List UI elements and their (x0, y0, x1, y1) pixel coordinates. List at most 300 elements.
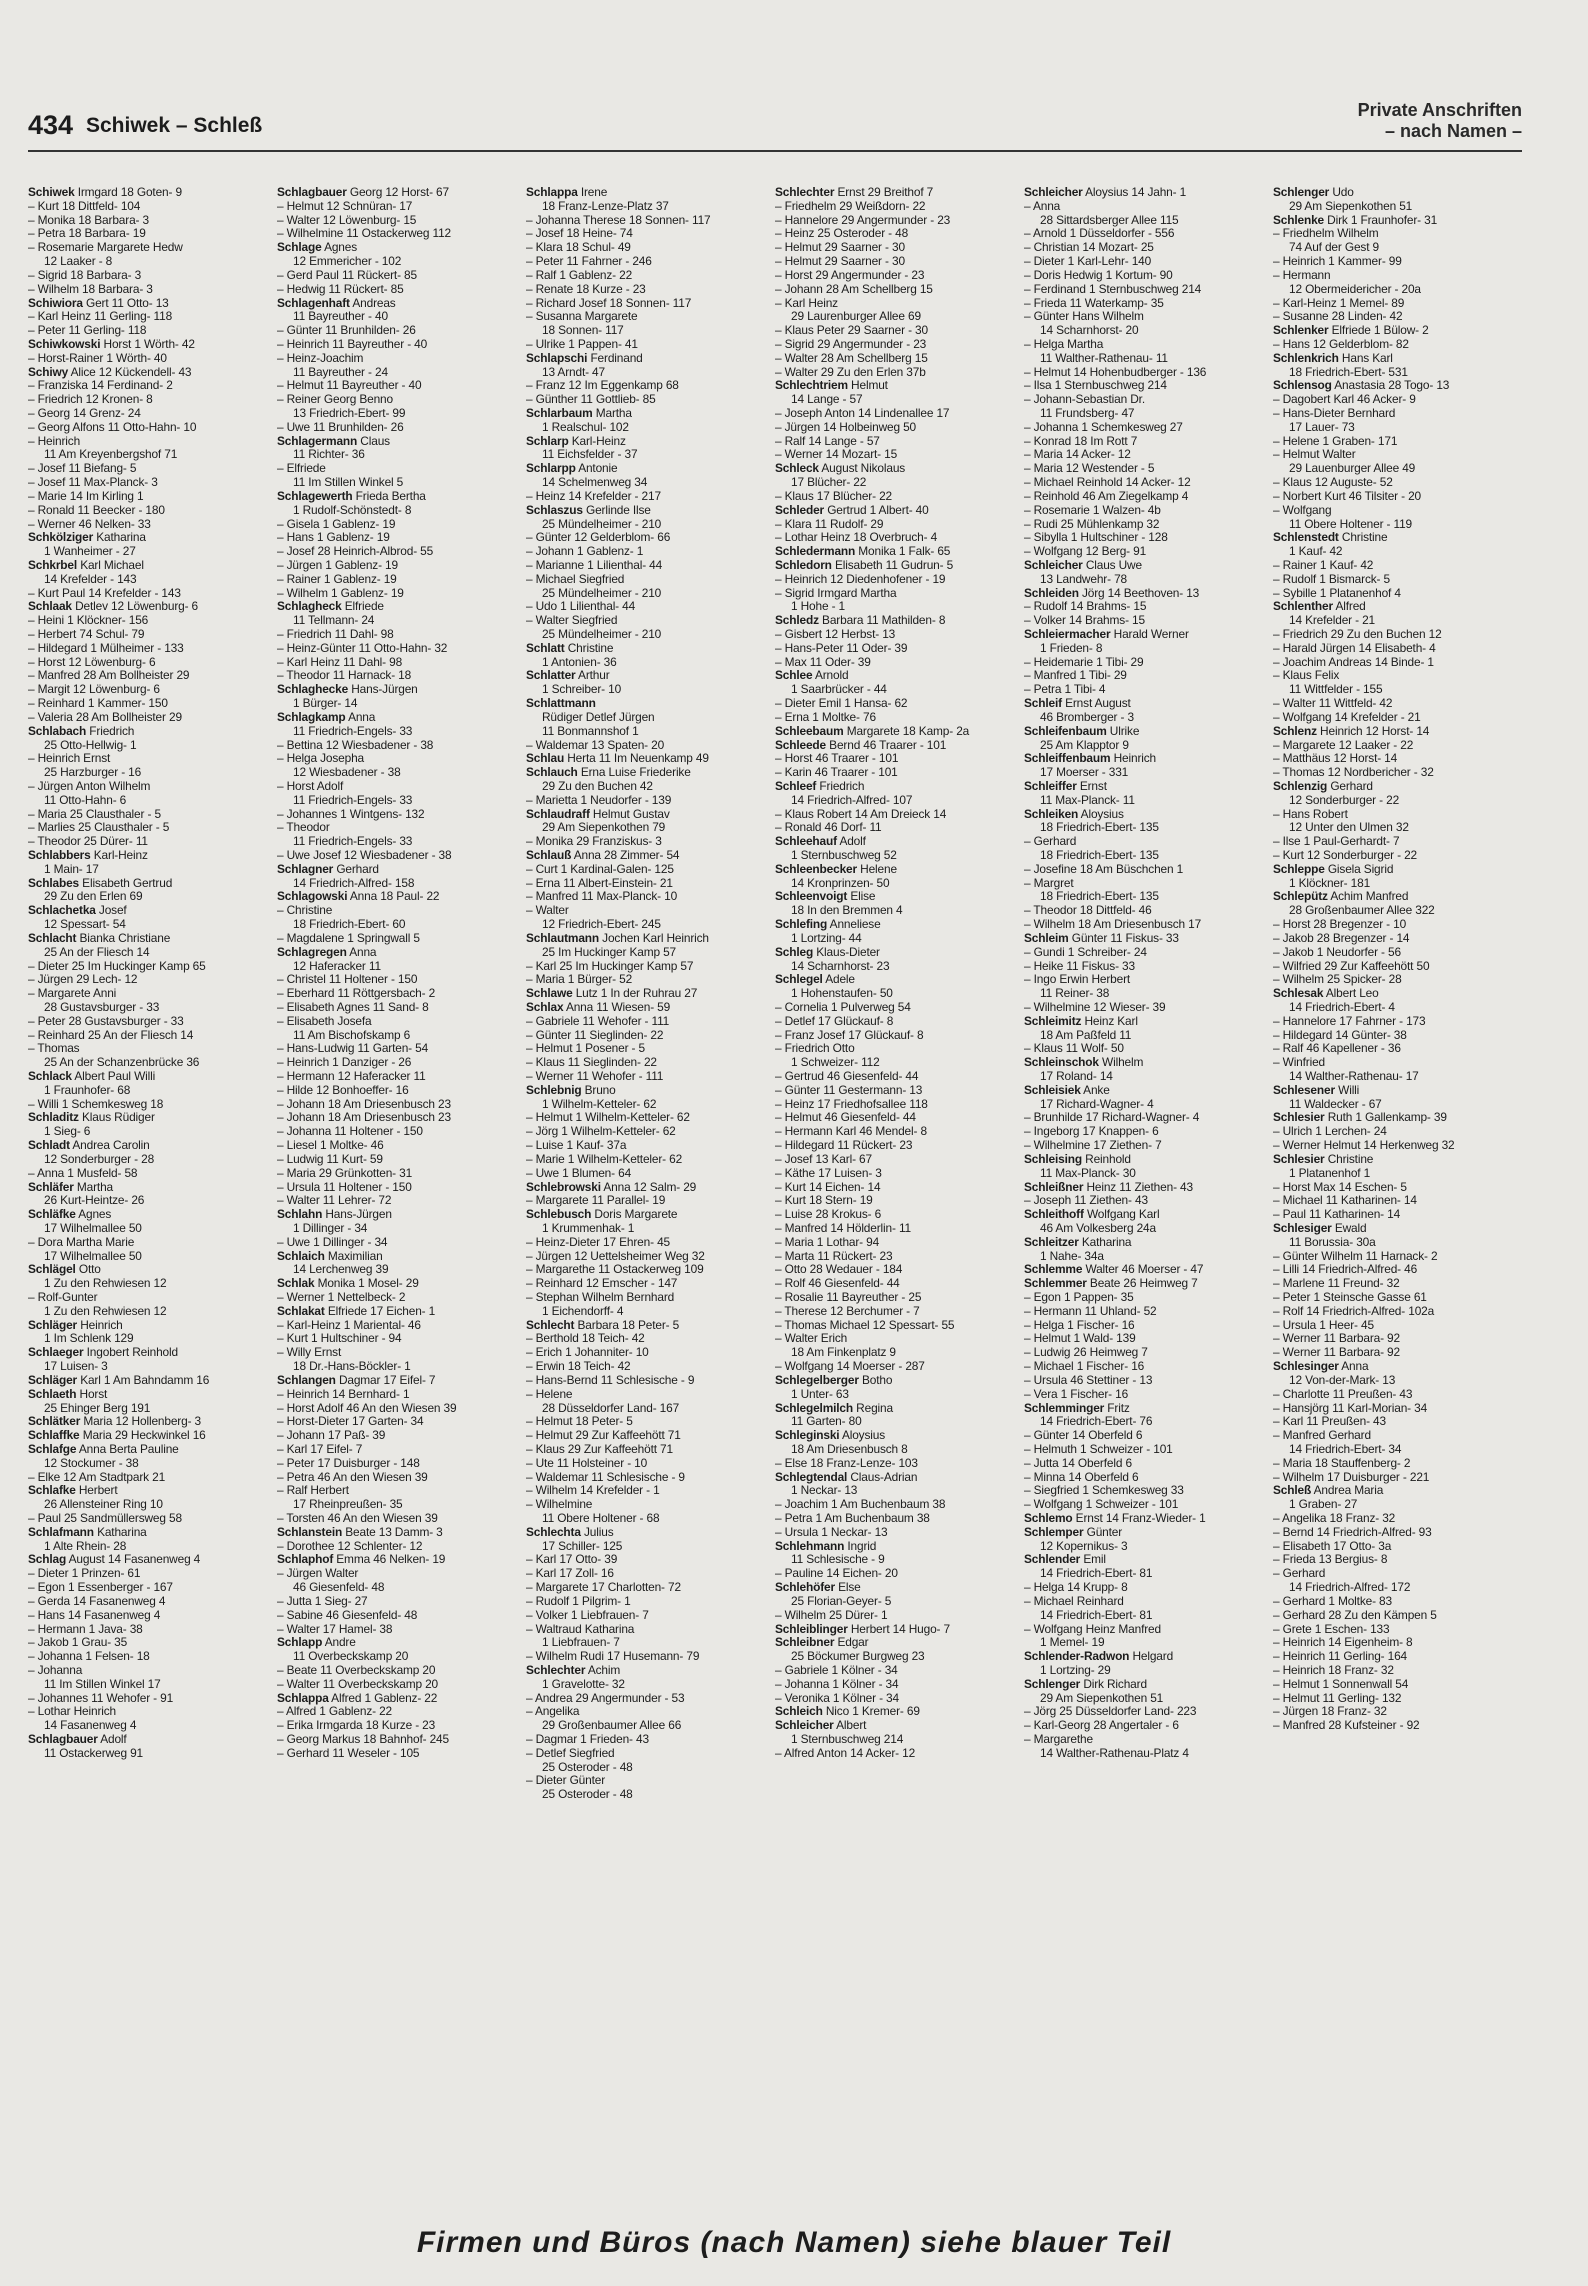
entry-text: Botho (861, 1373, 893, 1387)
surname-entry (28, 1388, 277, 1402)
directory-entry (775, 352, 1024, 366)
directory-entry (1273, 587, 1522, 601)
directory-entry (277, 614, 526, 628)
surname: Schiwiora (28, 296, 83, 310)
entry-text: – Jürgen 14 Holbeinweg 50 (775, 420, 917, 434)
entry-text: – Karl Heinz 11 Gerling- 118 (28, 310, 173, 324)
entry-text: – Angelika (526, 1705, 580, 1719)
directory-columns (28, 186, 1522, 2194)
directory-entry (526, 1498, 775, 1512)
entry-text: – Thomas (28, 1042, 80, 1056)
surname: Schleinschok (1024, 1056, 1099, 1070)
entry-text: Heinrich (80, 1318, 123, 1332)
directory-entry (775, 1070, 1024, 1084)
entry-text: – Peter 17 Duisburger - 148 (277, 1456, 420, 1470)
entry-text: – Marlies 25 Clausthaler - 5 (28, 821, 170, 835)
entry-text: – Helmut 29 Zur Kaffeehött 71 (526, 1429, 681, 1443)
entry-text: – Liesel 1 Moltke- 46 (277, 1139, 384, 1153)
entry-text: 1 Realschul- 102 (542, 420, 629, 434)
entry-text: – Karl-Georg 28 Angertaler - 6 (1024, 1719, 1179, 1733)
directory-entry (526, 1236, 775, 1250)
directory-entry (1273, 1719, 1522, 1733)
entry-text: – Stephan Wilhelm Bernhard (526, 1291, 675, 1304)
entry-text: Beate 26 Heimweg 7 (1089, 1277, 1198, 1291)
entry-text: Martha (595, 407, 632, 420)
directory-entry (526, 1429, 775, 1443)
entry-text: – Joachim 1 Am Buchenbaum 38 (775, 1498, 946, 1512)
entry-text: 11 Garten- 80 (791, 1415, 862, 1429)
entry-text: – Gisbert 12 Herbst- 13 (775, 628, 896, 641)
surname-entry (28, 1181, 277, 1195)
entry-text: – Heinz 14 Krefelder - 217 (526, 489, 661, 503)
surname-entry (1273, 890, 1522, 904)
directory-entry (1273, 1305, 1522, 1319)
directory-entry (277, 642, 526, 656)
entry-text: – Dagobert Karl 46 Acker- 9 (1273, 393, 1416, 407)
surname-entry (28, 1429, 277, 1443)
surname-entry (1024, 1263, 1273, 1277)
directory-entry (526, 1346, 775, 1360)
entry-text: – Wilhelmine (526, 1498, 593, 1512)
directory-entry (1024, 973, 1273, 987)
entry-text: – Helmut 1 Posener - 5 (526, 1042, 645, 1056)
entry-text: 1 Platanenhof 1 (1289, 1166, 1371, 1180)
entry-text: 13 Landwehr- 78 (1040, 572, 1127, 586)
directory-entry (775, 1360, 1024, 1374)
directory-entry (775, 683, 1024, 697)
entry-text: 26 Allensteiner Ring 10 (44, 1498, 163, 1512)
entry-text: – Margit 12 Löwenburg- 6 (28, 683, 160, 697)
entry-text: Heinrich (1113, 752, 1157, 766)
surname: Schledorn (775, 558, 832, 572)
directory-entry (1024, 269, 1273, 283)
entry-text: – Hermann (1273, 268, 1331, 282)
surname: Schlaeth (28, 1387, 77, 1401)
directory-entry (1273, 1139, 1522, 1153)
entry-text: 1 Sternbuschweg 52 (791, 849, 897, 862)
directory-entry (526, 794, 775, 808)
directory-entry (775, 1747, 1024, 1761)
entry-text: 1 Gravelotte- 32 (542, 1677, 625, 1691)
directory-entry (1024, 669, 1273, 683)
entry-text: Albert Leo (1325, 987, 1379, 1001)
directory-entry (1024, 1595, 1273, 1609)
entry-text: 18 Sonnen- 117 (542, 324, 624, 338)
entry-text: Aloysius (841, 1429, 886, 1443)
directory-entry (526, 960, 775, 974)
directory-entry (277, 1001, 526, 1015)
surname-entry (277, 600, 526, 614)
entry-text: – Hilde 12 Bonhoeffer- 16 (277, 1083, 409, 1097)
entry-text: 1 Krummenhak- 1 (542, 1221, 635, 1235)
directory-column-4 (775, 186, 1024, 2194)
entry-text: Heinrich 12 Horst- 14 (1320, 724, 1430, 738)
entry-text: – Heinrich 18 Franz- 32 (1273, 1663, 1394, 1677)
surname-entry (28, 600, 277, 614)
surname: Schlender-Radwon (1024, 1650, 1130, 1664)
directory-entry (1273, 642, 1522, 656)
directory-entry (277, 1567, 526, 1581)
directory-entry (28, 1747, 277, 1761)
directory-entry (277, 504, 526, 518)
surname-entry (1024, 808, 1273, 822)
directory-entry (775, 1194, 1024, 1208)
entry-text: 11 Walther-Rathenau- 11 (1040, 351, 1168, 365)
footer-note: Firmen und Büros (nach Namen) siehe blauer Teil (416, 2226, 1172, 2259)
directory-entry (526, 1761, 775, 1775)
entry-text: 18 Friedrich-Ebert- 135 (1040, 849, 1159, 862)
directory-entry (526, 1111, 775, 1125)
directory-entry (526, 200, 775, 214)
entry-text: – Maria 29 Grünkotten- 31 (277, 1166, 413, 1180)
entry-text: – Franz Josef 17 Glückauf- 8 (775, 1028, 924, 1042)
entry-text: – Hans-Bernd 11 Schlesische - 9 (526, 1373, 695, 1387)
surname-entry (28, 1415, 277, 1429)
surname-entry (775, 559, 1024, 573)
surname-entry (775, 669, 1024, 683)
entry-text: 25 Mündelheimer - 210 (542, 628, 662, 641)
entry-text: – Walter Erich (775, 1332, 848, 1346)
directory-entry (277, 338, 526, 352)
entry-text: – Heinz-Dieter 17 Ehren- 45 (526, 1235, 670, 1249)
entry-text: 18 Friedrich-Ebert- 60 (293, 918, 406, 932)
surname: Schleede (775, 738, 827, 752)
directory-entry (526, 1540, 775, 1554)
entry-text: Heinz Karl (1084, 1014, 1138, 1028)
entry-text: 17 Wilhelmallee 50 (44, 1221, 142, 1235)
entry-text: – Waltraud Katharina (526, 1622, 635, 1636)
entry-text: – Johann 1 Gablenz- 1 (526, 545, 644, 559)
directory-entry (775, 1042, 1024, 1056)
entry-text: Anna 11 Wiesen- 59 (565, 1000, 671, 1014)
directory-entry (28, 1719, 277, 1733)
entry-text: Wilhelm (1102, 1056, 1144, 1070)
entry-text: – Lothar Heinrich (28, 1705, 117, 1719)
entry-text: 11 Wittfelder - 155 (1289, 683, 1383, 697)
directory-entry (28, 518, 277, 532)
directory-entry (1024, 545, 1273, 559)
surname-entry (277, 1374, 526, 1388)
entry-text: 11 Friedrich-Engels- 33 (293, 793, 413, 807)
entry-text: – Ute 11 Holsteiner - 10 (526, 1456, 648, 1470)
entry-text: – Susanne 28 Linden- 42 (1273, 310, 1403, 324)
directory-entry (775, 283, 1024, 297)
entry-text: Elisabeth Gertrud (82, 876, 173, 890)
directory-entry (526, 490, 775, 504)
entry-text: Alfred 1 Gablenz- 22 (331, 1691, 438, 1705)
directory-entry (277, 310, 526, 324)
entry-text: – Hildegard 1 Mülheimer - 133 (28, 641, 184, 655)
entry-text: Agnes (78, 1208, 112, 1222)
surname-entry (526, 932, 775, 946)
directory-entry (526, 241, 775, 255)
entry-text: 11 Bayreuther - 40 (293, 310, 388, 324)
surname-entry (1273, 600, 1522, 614)
entry-text: – Karl 17 Eifel- 7 (277, 1442, 363, 1456)
directory-entry (1273, 1705, 1522, 1719)
entry-text: – Helmut 11 Gerling- 132 (1273, 1691, 1402, 1705)
directory-entry (277, 462, 526, 476)
directory-entry (1024, 946, 1273, 960)
entry-text: Herbert 14 Hugo- 7 (850, 1622, 950, 1636)
directory-entry (277, 1194, 526, 1208)
entry-text: – Ulrich 1 Lerchen- 24 (1273, 1125, 1387, 1139)
directory-entry (775, 1346, 1024, 1360)
directory-entry (775, 766, 1024, 780)
entry-text: 1 Nahe- 34a (1040, 1249, 1104, 1263)
entry-text: – Petra 18 Barbara- 19 (28, 227, 146, 241)
entry-text: – Willi 1 Schemkesweg 18 (28, 1097, 164, 1111)
directory-entry (775, 531, 1024, 545)
entry-text: – Helga 1 Fischer- 16 (1024, 1318, 1135, 1332)
entry-text: – Hildegard 11 Rückert- 23 (775, 1139, 913, 1153)
entry-text: – Beate 11 Overbeckskamp 20 (277, 1663, 436, 1677)
directory-entry (28, 1471, 277, 1485)
directory-entry (1273, 683, 1522, 697)
directory-entry (1273, 1319, 1522, 1333)
surname: Schleißner (1024, 1180, 1084, 1194)
directory-entry (1024, 614, 1273, 628)
entry-text: 14 Friedrich-Ebert- 76 (1040, 1415, 1153, 1429)
directory-entry (526, 656, 775, 670)
entry-text: – Wilhelmine 11 Ostackerweg 112 (277, 227, 452, 241)
entry-text: – Jakob 28 Bregenzer - 14 (1273, 931, 1410, 945)
entry-text: – Michael Siegfried (526, 572, 625, 586)
directory-entry (526, 559, 775, 573)
directory-entry (1273, 1595, 1522, 1609)
surname: Schlenke (1273, 213, 1325, 227)
directory-entry (775, 1277, 1024, 1291)
entry-text: Agnes (324, 241, 358, 255)
entry-text: 18 Friedrich-Ebert- 135 (1040, 890, 1159, 904)
surname-entry (28, 1139, 277, 1153)
entry-text: – Uwe 11 Brunhilden- 26 (277, 420, 404, 434)
entry-text: 29 Am Siepenkothen 51 (1289, 199, 1413, 213)
directory-entry (1273, 1609, 1522, 1623)
entry-text: 26 Kurt-Heintze- 26 (44, 1194, 145, 1208)
directory-entry (1273, 1498, 1522, 1512)
entry-text: Ernst 29 Breithof 7 (837, 186, 934, 199)
entry-text: – Ralf 46 Kapellener - 36 (1273, 1042, 1401, 1056)
entry-text: 11 Tellmann- 24 (293, 614, 375, 628)
entry-text: 17 Wilhelmallee 50 (44, 1249, 142, 1263)
entry-text: Josef (98, 904, 127, 918)
directory-entry (28, 1692, 277, 1706)
surname: Schläger (28, 1318, 78, 1332)
entry-text: Aloysius 14 Jahn- 1 (1085, 186, 1187, 199)
entry-text: Albert Paul Willi (74, 1070, 156, 1083)
entry-text: Claus (360, 434, 390, 448)
entry-text: – Helmut 1 Wald- 139 (1024, 1332, 1136, 1346)
surname: Schlagner (277, 862, 334, 876)
entry-text: – Lilli 14 Friedrich-Alfred- 46 (1273, 1263, 1418, 1277)
surname-entry (277, 435, 526, 449)
entry-text: Herbert (78, 1484, 118, 1498)
directory-entry (1273, 739, 1522, 753)
surname-entry (1024, 1678, 1273, 1692)
entry-text: – Friedrich Otto (775, 1042, 855, 1056)
entry-text: Gisela Sigrid (1327, 862, 1394, 876)
entry-text: Lutz 1 In der Ruhrau 27 (575, 987, 698, 1001)
directory-entry (526, 269, 775, 283)
entry-text: – Hans-Dieter Bernhard (1273, 407, 1396, 420)
entry-text: Klaus Rüdiger (82, 1111, 155, 1125)
surname: Schleiffer (1024, 779, 1077, 793)
surname: Schlarbaum (526, 407, 593, 420)
directory-entry (1024, 518, 1273, 532)
directory-entry (28, 656, 277, 670)
entry-text: Andrea Maria (1313, 1484, 1384, 1498)
directory-entry (526, 1747, 775, 1761)
directory-entry (526, 1194, 775, 1208)
surname: Schlagbauer (28, 1733, 98, 1746)
surname-entry (277, 683, 526, 697)
surname: Schlaich (277, 1249, 325, 1263)
directory-entry (28, 1512, 277, 1526)
entry-text: – Manfred 11 Max-Planck- 10 (526, 890, 678, 904)
entry-text: – Kurt 12 Sonderburger - 22 (1273, 849, 1418, 862)
entry-text: 11 Am Kreyenbergshof 71 (44, 448, 178, 462)
entry-text: 28 Düsseldorfer Land- 167 (542, 1401, 680, 1415)
directory-entry (775, 1650, 1024, 1664)
entry-text: – Waldemar 11 Schlesische - 9 (526, 1470, 685, 1484)
entry-text: 1 Wilhelm-Ketteler- 62 (542, 1097, 657, 1111)
entry-text: – Hans Robert (1273, 807, 1348, 821)
directory-entry (1273, 1623, 1522, 1637)
entry-text: – Elisabeth Josefa (277, 1014, 372, 1028)
surname-entry (775, 1429, 1024, 1443)
entry-text: Walter 46 Moerser - 47 (1085, 1263, 1204, 1277)
directory-entry (1273, 1042, 1522, 1056)
directory-entry (1273, 1263, 1522, 1277)
directory-entry (28, 1636, 277, 1650)
surname-entry (277, 1526, 526, 1540)
entry-text: – Reiner Georg Benno (277, 393, 393, 407)
directory-entry (526, 1650, 775, 1664)
directory-entry (277, 1484, 526, 1498)
entry-text: – Heinrich 14 Bernhard- 1 (277, 1387, 410, 1401)
directory-entry (277, 1015, 526, 1029)
entry-text: – Ludwig 11 Kurt- 59 (277, 1152, 383, 1166)
directory-entry (1024, 283, 1273, 297)
surname: Schlemme (1024, 1263, 1083, 1277)
entry-text: – Jürgen 1 Gablenz- 19 (277, 558, 398, 572)
surname-entry (1273, 379, 1522, 393)
directory-entry (1024, 1457, 1273, 1471)
directory-entry (28, 1015, 277, 1029)
directory-entry (1273, 1650, 1522, 1664)
directory-entry (775, 227, 1024, 241)
directory-entry (1024, 1070, 1273, 1084)
entry-text: – Peter 28 Gustavsburger - 33 (28, 1014, 184, 1028)
entry-text: – Joachim Andreas 14 Binde- 1 (1273, 655, 1434, 669)
directory-entry (526, 1581, 775, 1595)
directory-entry (28, 1305, 277, 1319)
directory-entry (277, 973, 526, 987)
entry-text: – Christine (277, 904, 333, 918)
surname: Schlesak (1273, 987, 1324, 1001)
entry-text: – Elfriede (277, 462, 326, 476)
directory-entry (1273, 1636, 1522, 1650)
entry-text: Beate 13 Damm- 3 (345, 1525, 443, 1539)
directory-entry (277, 1623, 526, 1637)
surname: Schlender (1024, 1553, 1081, 1567)
surname-entry (277, 863, 526, 877)
surname: Schleisiek (1024, 1083, 1081, 1097)
entry-text: – Norbert Kurt 46 Tilsiter - 20 (1273, 489, 1422, 503)
entry-text: 14 Friedrich-Ebert- 4 (1289, 1000, 1395, 1014)
surname: Schleenvoigt (775, 890, 848, 904)
surname: Schlangen (277, 1373, 336, 1387)
directory-entry (1024, 448, 1273, 462)
entry-text: 12 Emmericher - 102 (293, 255, 402, 269)
directory-entry (526, 1636, 775, 1650)
surname-entry (277, 1305, 526, 1319)
surname-entry (1273, 780, 1522, 794)
directory-entry (277, 1291, 526, 1305)
directory-entry (28, 835, 277, 849)
entry-text: – Horst-Dieter 17 Garten- 34 (277, 1415, 424, 1429)
entry-text: – Hermann 11 Uhland- 52 (1024, 1304, 1157, 1318)
directory-entry (775, 1609, 1024, 1623)
directory-entry (1024, 863, 1273, 877)
directory-entry (526, 1402, 775, 1416)
directory-entry (1024, 435, 1273, 449)
entry-text: – Friedrich 11 Dahl- 98 (277, 628, 394, 641)
entry-text: – Ferdinand 1 Sternbuschweg 214 (1024, 282, 1202, 296)
directory-entry (1273, 1332, 1522, 1346)
entry-text: Anneliese (829, 918, 881, 932)
entry-text: Elisabeth 11 Gudrun- 5 (834, 558, 954, 572)
entry-text: – Michael Reinhold 14 Acker- 12 (1024, 476, 1191, 490)
entry-text: – Horst Adolf (277, 779, 344, 793)
surname: Schleppe (1273, 862, 1325, 876)
directory-entry (775, 932, 1024, 946)
surname: Schlagheck (277, 600, 342, 614)
entry-text: – Pauline 14 Eichen- 20 (775, 1567, 898, 1581)
directory-entry (28, 1705, 277, 1719)
surname: Schläfke (28, 1208, 76, 1222)
directory-entry (1273, 421, 1522, 435)
surname: Schlenkrich (1273, 351, 1339, 365)
entry-text: 28 Großenbaumer Allee 322 (1289, 904, 1435, 918)
entry-text: 12 Von-der-Mark- 13 (1289, 1373, 1396, 1387)
entry-text: – Johanna (28, 1663, 83, 1677)
entry-text: – Reinhard 25 An der Fliesch 14 (28, 1028, 194, 1042)
entry-text: – Heidemarie 1 Tibi- 29 (1024, 655, 1144, 669)
directory-entry (277, 214, 526, 228)
directory-entry (526, 1360, 775, 1374)
entry-text: 14 Walther-Rathenau-Platz 4 (1040, 1746, 1189, 1760)
entry-text: Dirk Richard (1083, 1677, 1147, 1691)
entry-text: – Karl Heinz 11 Dahl- 98 (277, 655, 403, 669)
entry-text: – Karl 17 Zoll- 16 (526, 1567, 614, 1581)
directory-entry (28, 587, 277, 601)
entry-text: – Max 11 Oder- 39 (775, 655, 871, 669)
entry-text: – Kurt 18 Dittfeld- 104 (28, 199, 141, 213)
directory-column-3 (526, 186, 775, 2194)
surname: Schlesier (1273, 1152, 1325, 1166)
directory-entry (526, 393, 775, 407)
directory-entry (526, 1139, 775, 1153)
entry-text: Monika 1 Mosel- 29 (317, 1277, 419, 1291)
surname-entry (28, 1070, 277, 1084)
entry-text: – Rudi 25 Mühlenkamp 32 (1024, 517, 1160, 531)
entry-text: Albert (836, 1719, 867, 1733)
entry-text: – Richard Josef 18 Sonnen- 117 (526, 296, 692, 310)
directory-entry (775, 877, 1024, 891)
entry-text: – Ralf 14 Lange - 57 (775, 434, 880, 448)
